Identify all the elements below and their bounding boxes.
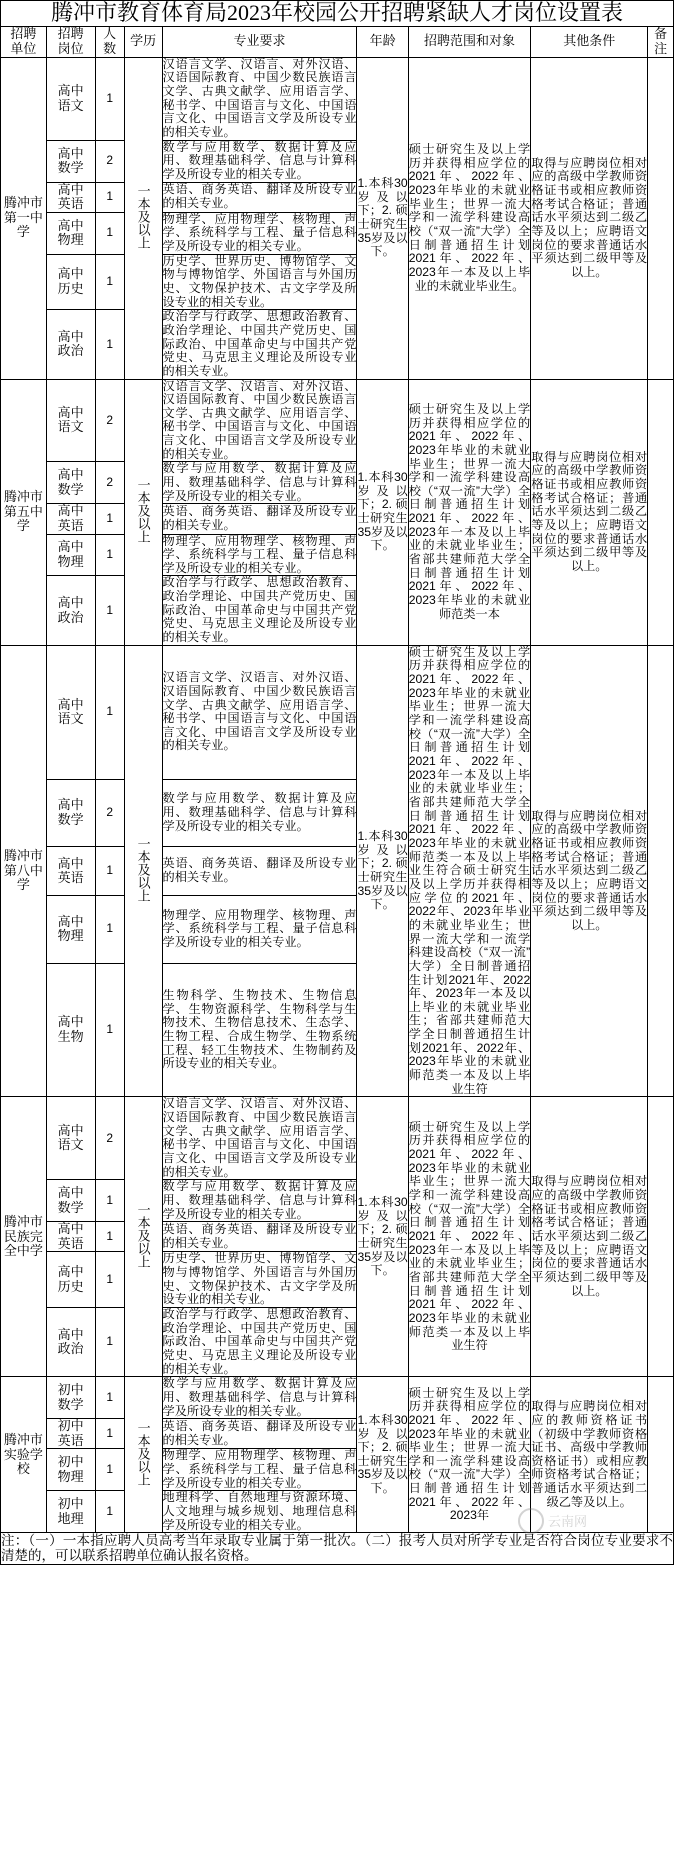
age-cell: 1.本科30岁及以下；2. 硕士研究生35岁及以下。 [357,1097,408,1377]
post-cell [46,847,95,896]
column-header-education: 学历 [124,26,162,57]
post-line2: 政治 [57,609,84,625]
post-line2: 语文 [57,419,84,435]
post-cell [46,182,95,212]
post-cell [46,140,95,182]
post-cell [46,379,95,462]
count-cell: 1 [95,1377,124,1419]
major-cell: 英语、商务英语、翻译及所设专业的相关专业。 [162,504,357,534]
unit-cell [1,645,47,1097]
post-line1: 高中 [57,503,84,519]
post-line2: 政治 [57,343,84,359]
major-cell: 英语、商务英语、翻译及所设专业的相关专业。 [162,182,357,212]
column-header-post-line1: 招聘 [57,26,84,42]
count-cell: 1 [95,254,124,310]
unit-name: 腾冲市实验学校 [3,1431,43,1477]
post-line2: 历史 [57,280,84,296]
major-cell: 历史学、世界历史、博物馆学、文物与博物馆学、外国语言与外国历史、文物保护技术、古文字学及所设专业的相关专业。 [162,1251,357,1307]
table-row [1,1377,674,1419]
count-cell: 2 [95,379,124,462]
major-cell: 物理学、应用物理学、核物理、声学、系统科学与工程、量子信息科学及所设专业的相关专业。 [162,533,357,575]
post-line1: 高中 [57,539,84,555]
column-header-unit-line2: 单位 [10,40,37,56]
post-line1: 高中 [57,696,84,712]
post-line1: 高中 [57,467,84,483]
unit-cell [1,57,47,379]
major-cell: 物理学、应用物理学、核物理、声学、系统科学与工程、量子信息科学及所设专业的相关专业。 [162,1448,357,1490]
major-cell: 历史学、世界历史、博物馆学、文物与博物馆学、外国语言与外国历史、文物保护技术、古文字学及所设专业的相关专业。 [162,253,357,309]
column-header-other: 其他条件 [531,26,648,57]
post-line2: 政治 [57,1341,84,1357]
post-cell [46,1308,95,1377]
post-cell [46,1180,95,1222]
education-cell [124,1377,162,1533]
post-cell [46,534,95,576]
major-cell: 数学与应用数学、数据计算及应用、数理基础科学、信息与计算科学及所设专业的相关专业。 [162,139,357,181]
post-line2: 地理 [57,1510,84,1526]
unit-name: 腾冲市第五中学 [3,489,43,534]
column-header-count-line1: 人 [103,26,117,42]
count-cell: 2 [95,140,124,182]
post-line1: 初中 [57,1454,84,1470]
post-line1: 高中 [57,1326,84,1342]
count-cell: 1 [95,963,124,1097]
major-cell: 物理学、应用物理学、核物理、声学、系统科学与工程、量子信息科学及所设专业的相关专业。 [162,895,357,963]
count-cell: 1 [95,895,124,963]
post-cell [46,212,95,254]
post-line2: 英语 [57,870,84,886]
major-cell: 物理学、应用物理学、核物理、声学、系统科学与工程、量子信息科学及所设专业的相关专业。 [162,211,357,253]
title-row [1,1,674,27]
post-line2: 语文 [57,97,84,113]
education-cell [124,379,162,645]
post-cell [46,462,95,504]
table-row [1,379,674,462]
post-cell [46,1097,95,1180]
post-cell [46,779,95,847]
unit-name: 腾冲市民族完全中学 [3,1214,43,1259]
column-header-unit-line1: 招聘 [10,26,37,42]
education-value: 一本及以上 [135,1420,151,1486]
post-cell [46,1222,95,1252]
major-cell: 数学与应用数学、数据计算及应用、数理基础科学、信息与计算科学及所设专业的相关专业。 [162,779,357,847]
post-cell [46,504,95,534]
education-value: 一本及以上 [135,836,151,902]
post-line1: 高中 [57,266,84,282]
unit-name: 腾冲市第一中学 [3,195,43,240]
education-value: 一本及以上 [135,477,151,543]
count-cell: 1 [95,576,124,645]
education-cell [124,645,162,1097]
column-header-age: 年龄 [357,26,408,57]
post-line2: 语文 [57,711,84,727]
post-cell [46,1377,95,1419]
age-cell: 1.本科30岁及以下；2. 硕士研究生35岁及以下。 [357,645,408,1097]
post-line2: 数学 [57,811,84,827]
post-line1: 高中 [57,181,84,197]
major-cell: 汉语言文学、汉语言、对外汉语、汉语国际教育、中国少数民族语言文学、古典文献学、应用语言学、秘书学、中国语言与文化、中国语言文化、中国语言文学及所设专业的相关专业。 [162,1096,357,1179]
scope-cell: 硕士研究生及以上学历并获得相应学位的2021年、2022年、2023年毕业的未就业毕业生；世界一流大学和一流学科建设高校（“双一流”大学）全日制普通招生计划2021年、2022年、2023年一本及以上毕业的未就业毕业生；省部共建师范大学全日制普通招生计划2021年、2022年、2023年毕业的未就业师范类一本及以上毕业生符合硕士研究生及以上学历并获得相应学位的2021年、2022年、2023年毕业的未就业毕业生；世界一流大学和一流学科建设高校（“双一流”大学）全日制普通招生计划2021年、2022年、2023年一本及以上毕业的未就业毕业生；省部共建师范大学全日制普通招生计划2021年、2022年、2023年毕业的未就业师范类一本及以上毕业生符 [408,644,531,1096]
remark-cell [648,57,674,379]
post-line2: 生物 [57,1028,84,1044]
post-line1: 高中 [57,1014,84,1030]
post-line1: 高中 [57,1221,84,1237]
post-cell [46,254,95,310]
unit-name: 腾冲市第八中学 [3,848,43,893]
header-row [1,26,674,57]
other-conditions-cell: 取得与应聘岗位相对应的高级中学教师资格证书或相应教师资格考试合格证；普通话水平须达到二级乙等及以上；应聘语文岗位的要求普通话水平须达到二级甲等及以上。 [531,1097,648,1377]
count-cell: 1 [95,212,124,254]
post-line1: 高中 [57,145,84,161]
post-line2: 物理 [57,928,84,944]
scope-cell: 硕士研究生及以上学历并获得相应学位的2021年、2022年、2023年毕业的未就业毕业生；世界一流大学和一流学科建设高校（“双一流”大学）全日制普通招生计划2021年、2022年、2023年一本及以上毕业的未就业毕业生。 [408,57,531,379]
count-cell: 2 [95,462,124,504]
post-line1: 高中 [57,855,84,871]
post-line1: 高中 [57,1122,84,1138]
scope-cell: 硕士研究生及以上学历并获得相应学位的2021年、2022年、2023年毕业的未就业毕业生；世界一流大学和一流学科建设高校（“双一流”大学）全日制普通招生计划2021年、2022年、2023年 [408,1377,531,1533]
major-cell: 英语、商务英语、翻译及所设专业的相关专业。 [162,847,357,896]
post-cell [46,963,95,1097]
table-row [1,645,674,779]
count-cell: 1 [95,310,124,379]
count-cell: 1 [95,534,124,576]
post-line1: 高中 [57,1185,84,1201]
post-line2: 数学 [57,160,84,176]
remark-cell [648,1097,674,1377]
post-cell [46,310,95,379]
footnote: 注：（一）一本指应聘人员高考当年录取专业属于第一批次。（二）报考人员对所学专业是否符合岗位专业要求不清楚的，可以联系招聘单位确认报名资格。 [1,1533,673,1564]
post-line1: 高中 [57,1264,84,1280]
major-cell: 数学与应用数学、数据计算及应用、数理基础科学、信息与计算科学及所设专业的相关专业。 [162,1376,357,1418]
education-value: 一本及以上 [135,1202,151,1268]
column-header-count [95,26,124,57]
other-conditions-cell: 取得与应聘岗位相对应的高级中学教师资格证书或相应教师资格考试合格证；普通话水平须达到二级乙等及以上；应聘语文岗位的要求普通话水平须达到二级甲等及以上。 [531,379,648,645]
post-line2: 英语 [57,1235,84,1251]
unit-cell [1,1377,47,1533]
post-line1: 高中 [57,83,84,99]
post-line1: 高中 [57,404,84,420]
post-line1: 高中 [57,913,84,929]
post-line2: 物理 [57,1468,84,1484]
column-header-scope: 招聘范围和对象 [408,26,531,57]
post-cell [46,645,95,779]
count-cell: 1 [95,1449,124,1491]
major-cell: 汉语言文学、汉语言、对外汉语、汉语国际教育、中国少数民族语言文学、古典文献学、应用语言学、秘书学、中国语言与文化、中国语言文化、中国语言文学及所设专业的相关专业。 [162,645,357,779]
post-line2: 物理 [57,553,84,569]
post-line2: 数学 [57,1199,84,1215]
major-cell: 生物科学、生物技术、生物信息学、生物资源科学、生物科学与生物技术、生物信息技术、生态学、生物工程、合成生物学、生物系统工程、轻工生物技术、生物制药及所设专业的相关专业。 [162,963,357,1097]
post-line2: 历史 [57,1278,84,1294]
watermark-label: 云南网 [548,1514,588,1530]
count-cell: 1 [95,1180,124,1222]
page-title: 腾冲市教育体育局2023年校园公开招聘紧缺人才岗位设置表 [1,1,674,27]
count-cell: 1 [95,182,124,212]
table-row [1,57,674,140]
post-cell [46,576,95,645]
column-header-remark-line1: 备 [654,26,668,42]
count-cell: 1 [95,1419,124,1449]
post-line1: 高中 [57,217,84,233]
post-line1: 初中 [57,1496,84,1512]
post-cell [46,1252,95,1308]
count-cell: 1 [95,645,124,779]
column-header-unit [1,26,47,57]
education-cell [124,1097,162,1377]
education-value: 一本及以上 [135,183,151,249]
column-header-remark [648,26,674,57]
other-conditions-cell: 取得与应聘岗位相对应的高级中学教师资格证书或相应教师资格考试合格证；普通话水平须达到二级乙等及以上；应聘语文岗位的要求普通话水平须达到二级甲等及以上。 [531,645,648,1097]
count-cell: 2 [95,779,124,847]
post-cell [46,895,95,963]
education-cell [124,57,162,379]
count-cell: 2 [95,1097,124,1180]
post-line1: 高中 [57,595,84,611]
column-header-post-line2: 岗位 [57,40,84,56]
post-line1: 高中 [57,797,84,813]
unit-cell [1,379,47,645]
age-cell: 1.本科30岁及以下；2. 硕士研究生35岁及以下。 [357,1377,408,1533]
post-cell [46,57,95,140]
other-conditions-cell: 取得与应聘岗位相对应的高级中学教师资格证书或相应教师资格考试合格证；普通话水平须达到二级乙等及以上；应聘语文岗位的要求普通话水平须达到二级甲等及以上。 [531,57,648,379]
post-line1: 高中 [57,328,84,344]
major-cell: 汉语言文学、汉语言、对外汉语、汉语国际教育、中国少数民族语言文学、古典文献学、应用语言学、秘书学、中国语言与文化、中国语言文化、中国语言文学及所设专业的相关专业。 [162,56,357,139]
major-cell: 数学与应用数学、数据计算及应用、数理基础科学、信息与计算科学及所设专业的相关专业。 [162,461,357,503]
table-row [1,1097,674,1180]
major-cell: 地理科学、自然地理与资源环境、人文地理与城乡规划、地理信息科学及所设专业的相关专业。 [162,1490,357,1532]
major-cell: 数学与应用数学、数据计算及应用、数理基础科学、信息与计算科学及所设专业的相关专业。 [162,1179,357,1221]
post-line1: 初中 [57,1418,84,1434]
count-cell: 1 [95,1491,124,1533]
post-cell [46,1419,95,1449]
post-line2: 英语 [57,196,84,212]
major-cell: 政治学与行政学、思想政治教育、政治学理论、中国共产党历史、国际政治、中国革命史与中国共产党党史、马克思主义理论及所设专业的相关专业。 [162,1307,357,1376]
major-cell: 英语、商务英语、翻译及所设专业的相关专业。 [162,1222,357,1252]
remark-cell [648,1377,674,1533]
column-header-count-line2: 数 [103,40,117,56]
count-cell: 1 [95,1252,124,1308]
count-cell: 1 [95,1308,124,1377]
unit-cell [1,1097,47,1377]
count-cell: 1 [95,504,124,534]
age-cell: 1.本科30岁及以下；2. 硕士研究生35岁及以下。 [357,57,408,379]
post-line2: 物理 [57,232,84,248]
column-header-major: 专业要求 [162,26,357,57]
post-line1: 初中 [57,1382,84,1398]
post-cell [46,1449,95,1491]
count-cell: 1 [95,1222,124,1252]
footnote-row [1,1533,674,1564]
major-cell: 汉语言文学、汉语言、对外汉语、汉语国际教育、中国少数民族语言文学、古典文献学、应用语言学、秘书学、中国语言与文化、中国语言文化、中国语言文学及所设专业的相关专业。 [162,378,357,461]
column-header-remark-line2: 注 [654,40,668,56]
post-line2: 数学 [57,481,84,497]
post-line2: 数学 [57,1396,84,1412]
major-cell: 政治学与行政学、思想政治教育、政治学理论、中国共产党历史、国际政治、中国革命史与中国共产党党史、马克思主义理论及所设专业的相关专业。 [162,575,357,645]
scope-cell: 硕士研究生及以上学历并获得相应学位的2021年、2022年、2023年毕业的未就业毕业生；世界一流大学和一流学科建设高校（“双一流”大学）全日制普通招生计划2021年、2022年、2023年一本及以上毕业的未就业毕业生；省部共建师范大学全日制普通招生计划2021年、2022年、2023年毕业的未就业师范类一本 [408,379,531,645]
age-cell: 1.本科30岁及以下；2. 硕士研究生35岁及以下。 [357,379,408,645]
other-conditions-cell: 取得与应聘岗位相对应的教师资格证书（初级中学教师资格证书、高级中学教师资格证书）或相应教师资格考试合格证；普通话水平须达到二级乙等及以上。 [531,1377,648,1533]
remark-cell [648,379,674,645]
remark-cell [648,645,674,1097]
post-line2: 英语 [57,1432,84,1448]
major-cell: 英语、商务英语、翻译及所设专业的相关专业。 [162,1419,357,1449]
post-line2: 英语 [57,517,84,533]
count-cell: 1 [95,57,124,140]
count-cell: 1 [95,847,124,896]
major-cell: 政治学与行政学、思想政治教育、政治学理论、中国共产党历史、国际政治、中国革命史与中国共产党党史、马克思主义理论及所设专业的相关专业。 [162,309,357,378]
column-header-post [46,26,95,57]
post-line2: 语文 [57,1137,84,1153]
post-cell [46,1491,95,1533]
scope-cell: 硕士研究生及以上学历并获得相应学位的2021年、2022年、2023年毕业的未就业毕业生；世界一流大学和一流学科建设高校（“双一流”大学）全日制普通招生计划2021年、2022年、2023年一本及以上毕业的未就业毕业生；省部共建师范大学全日制普通招生计划2021年、2022年、2023年毕业的未就业师范类一本及以上毕业生符 [408,1097,531,1377]
